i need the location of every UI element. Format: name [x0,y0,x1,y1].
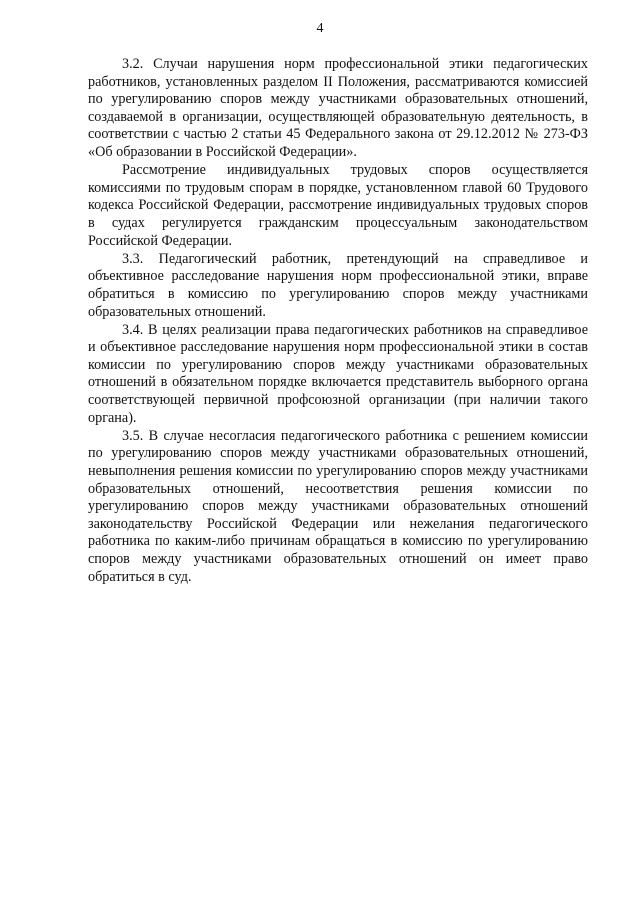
page-number: 4 [316,21,324,36]
paragraph-3-4: 3.4. В целях реализации права педагогических работников на справедливое и объективное расследование нарушения норм профессиональной этики в состав комиссии по урегулированию споров между участниками образовательных отношений в обязательном порядке включается представитель выборного органа соответствующей первичной профсоюзной организации (при наличии такого органа). [88,321,588,426]
paragraph-3-2: 3.2. Случаи нарушения норм профессиональной этики педагогических работников, установленных разделом II Положения, рассматриваются комиссией по урегулированию споров между участниками образовательных отношений, создаваемой в организации, осуществляющей образовательную деятельность, в соответствии с частью 2 статьи 45 Федерального закона от 29.12.2012 № 273-ФЗ «Об образовании в Российской Федерации». [88,56,588,160]
paragraph-3-5: 3.5. В случае несогласия педагогического работника с решением комиссии по урегулированию споров между участниками образовательных отношений, невыполнения решения комиссии по урегулированию споров между участниками образовательных отношений, несоответствия решения комиссии по урегулированию споров между участниками образовательных отношений законодательству Российской Федерации или нежелания педагогического работника по каким-либо причинам обращаться в комиссию по урегулированию споров между участниками образовательных отношений он имеет право обратиться в суд. [88,427,588,585]
paragraph-3-3: 3.3. Педагогический работник, претендующий на справедливое и объективное расследование нарушения норм профессиональной этики, вправе обратиться в комиссию по урегулированию споров между участниками образовательных отношений. [88,250,588,320]
document-body [88,56,588,586]
paragraph-individual-disputes: Рассмотрение индивидуальных трудовых споров осуществляется комиссиями по трудовым спорам в порядке, установленном главой 60 Трудового кодекса Российской Федерации, рассмотрение индивидуальных трудовых споров в судах регулируется гражданским процессуальным законодательством Российской Федерации. [88,162,588,249]
